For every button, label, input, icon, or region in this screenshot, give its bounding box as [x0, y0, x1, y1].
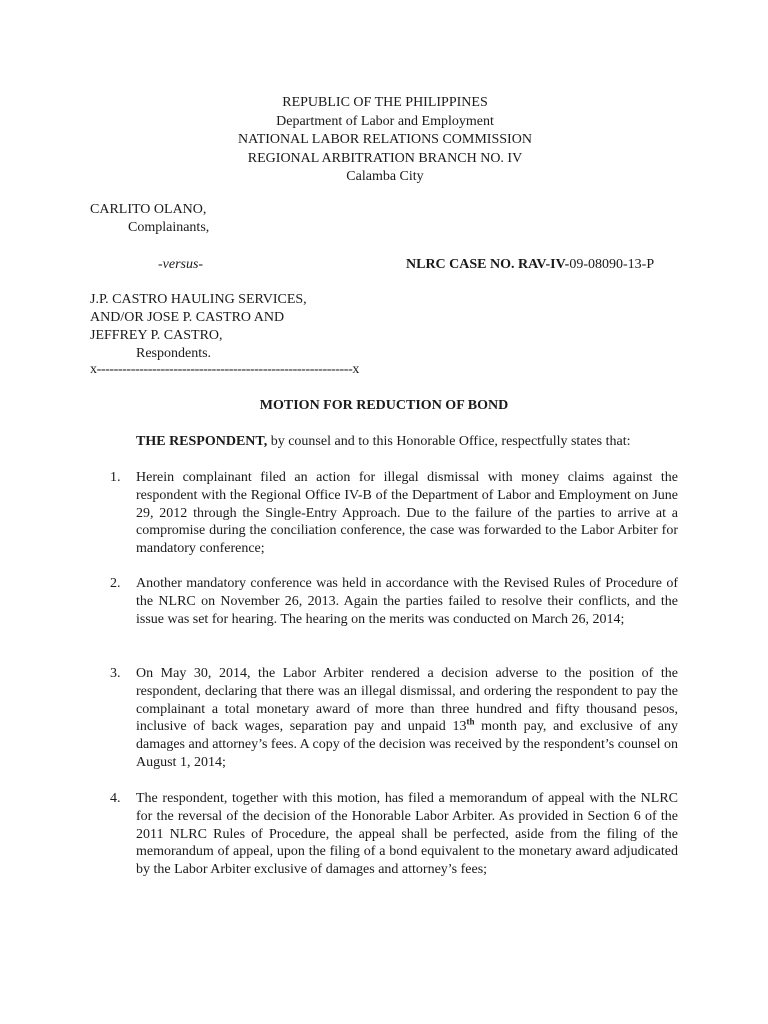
respondent-line-1: J.P. CASTRO HAULING SERVICES, [90, 292, 307, 307]
paragraph-text: Another mandatory conference was held in accordance with the Revised Rules of Procedure of the NLRC on November 26, 2013. Again the parties failed to resolve their conflicts, and the issue was set for hearing. The hearing on the merits was conducted on March 26, 2014; [136, 576, 678, 627]
respondent-line-3: JEFFREY P. CASTRO, [90, 328, 223, 343]
paragraph-2 [110, 575, 678, 628]
paragraph-number: 2. [110, 576, 121, 591]
paragraph-4 [110, 790, 678, 879]
complainant-name: CARLITO OLANO, [90, 202, 207, 217]
intro-text: by counsel and to this Honorable Office, respectfully states that: [267, 434, 631, 449]
case-number: 09-08090-13-P [569, 257, 655, 272]
header-branch: REGIONAL ARBITRATION BRANCH NO. IV [247, 150, 523, 166]
header-city: Calamba City [346, 169, 424, 184]
paragraph-text-before: On May 30, 2014, the Labor Arbiter rendered a decision adverse to the position of the respondent, declaring that there was an illegal dismissal, and ordering the respondent to pay the complainant a total monetary award of more than three hundred and fifty thousand pesos, inclusive of back wages, separation pay and unpaid 13 [136, 666, 678, 735]
intro-paragraph [136, 433, 696, 451]
header-department: Department of Labor and Employment [276, 113, 494, 129]
paragraph-text: The respondent, together with this motion, has filed a memorandum of appeal with the NLRC for the reversal of the decision of the Honorable Labor Arbiter. As provided in Section 6 of the 2011 NLRC Rules of Procedure, the appeal shall be perfected, aside from the filing of the memorandum of appeal, upon the filing of a bond equivalent to the monetary award adjudicated by the Labor Arbiter exclusive of damages and attorney’s fees; [136, 791, 678, 878]
ordinal-superscript: th [466, 716, 475, 727]
paragraph-text [136, 665, 678, 772]
paragraph-number: 3. [110, 666, 121, 681]
complainant-role: Complainants, [128, 220, 210, 235]
paragraph-text: Herein complainant filed an action for illegal dismissal with money claims against the respondent with the Regional Office IV-B of the Department of Labor and Employment on June 29, 2012 through the Single-Entry Approach. Due to the failure of the parties to arrive at a compromise during the conciliation conference, the case was forwarded to the Labor Arbiter for mandatory conference; [136, 470, 678, 557]
paragraph-number: 4. [110, 791, 121, 806]
document-header [0, 94, 768, 187]
paragraph-text-after: month pay, and exclusive of any damages and attorney’s fees. A copy of the decision was received by the respondent’s counsel on August 1, 2014; [136, 719, 679, 770]
paragraph-1 [110, 469, 678, 558]
header-commission: NATIONAL LABOR RELATIONS COMMISSION [238, 132, 532, 147]
intro-lead: THE RESPONDENT, [136, 434, 268, 449]
respondent-line-2: AND/OR JOSE P. CASTRO AND [90, 310, 285, 325]
case-number-line [406, 256, 654, 274]
case-label: NLRC CASE NO. RAV-IV- [406, 257, 570, 272]
motion-title: MOTION FOR REDUCTION OF BOND [259, 398, 509, 413]
header-republic: REPUBLIC OF THE PHILIPPINES [282, 95, 488, 110]
versus-label: -versus- [158, 257, 204, 272]
respondent-role: Respondents. [136, 346, 212, 361]
paragraph-number: 1. [110, 470, 121, 485]
caption-separator: x------------------------------------------------------------x [90, 362, 359, 377]
paragraph-3 [110, 665, 678, 772]
